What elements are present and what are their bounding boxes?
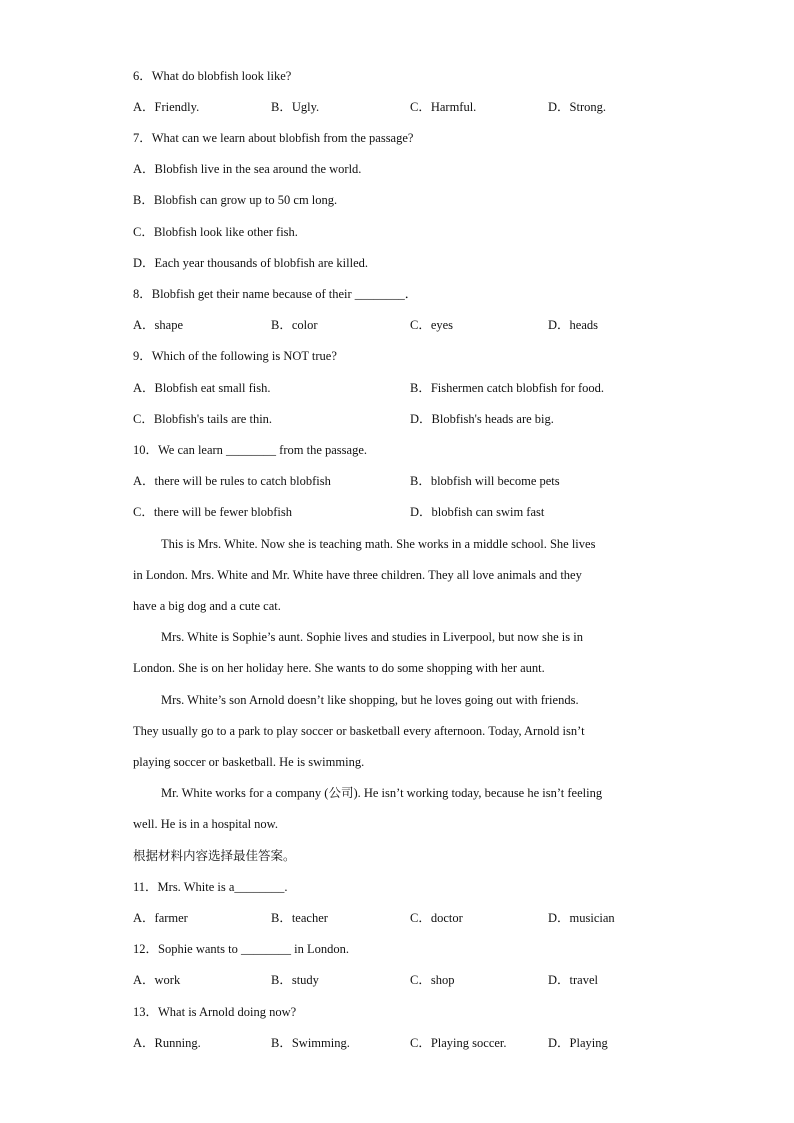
q11-option-a: A．farmer xyxy=(133,911,188,925)
question-6: 6．What do blobfish look like? xyxy=(133,69,292,83)
q12-option-d: D．travel xyxy=(548,973,598,987)
question-12: 12．Sophie wants to ________ in London. xyxy=(133,942,349,956)
passage-p3-line2: They usually go to a park to play soccer or basketball every afternoon. Today, Arnold isn’t xyxy=(133,724,585,738)
q13-option-a: A．Running. xyxy=(133,1036,201,1050)
q10-option-b: B．blobfish will become pets xyxy=(410,474,560,488)
q6-option-c: C．Harmful. xyxy=(410,100,477,114)
q9-option-a: A．Blobfish eat small fish. xyxy=(133,381,271,395)
q13-option-c: C．Playing soccer. xyxy=(410,1036,507,1050)
passage-p1-line1: This is Mrs. White. Now she is teaching math. She works in a middle school. She lives xyxy=(161,537,596,551)
q8-option-d: D．heads xyxy=(548,318,598,332)
q6-option-a: A．Friendly. xyxy=(133,100,200,114)
question-13: 13．What is Arnold doing now? xyxy=(133,1005,297,1019)
passage-p4-line2: well. He is in a hospital now. xyxy=(133,817,279,831)
q11-option-c: C．doctor xyxy=(410,911,463,925)
q6-option-b: B．Ugly. xyxy=(271,100,320,114)
section-instruction: 根据材料内容选择最佳答案。 xyxy=(133,848,296,863)
q10-option-a: A．there will be rules to catch blobfish xyxy=(133,474,331,488)
passage-p3-line1: Mrs. White’s son Arnold doesn’t like shopping, but he loves going out with friends. xyxy=(161,693,579,707)
q10-option-d: D．blobfish can swim fast xyxy=(410,505,545,519)
q9-option-d: D．Blobfish's heads are big. xyxy=(410,412,554,426)
q12-option-c: C．shop xyxy=(410,973,455,987)
passage-p3-line3: playing soccer or basketball. He is swimming. xyxy=(133,755,365,769)
q12-option-b: B．study xyxy=(271,973,319,987)
q11-option-d: D．musician xyxy=(548,911,615,925)
passage-p1-line3: have a big dog and a cute cat. xyxy=(133,599,281,613)
passage-p4-line1: Mr. White works for a company (公司). He isn’t working today, because he isn’t feeling xyxy=(161,786,603,800)
q13-option-b: B．Swimming. xyxy=(271,1036,350,1050)
q8-option-b: B．color xyxy=(271,318,318,332)
q7-option-c: C．Blobfish look like other fish. xyxy=(133,225,298,239)
q7-option-b: B．Blobfish can grow up to 50 cm long. xyxy=(133,193,338,207)
q7-option-d: D．Each year thousands of blobfish are killed. xyxy=(133,256,369,270)
passage-p2-line2: London. She is on her holiday here. She wants to do some shopping with her aunt. xyxy=(133,661,545,675)
q7-option-a: A．Blobfish live in the sea around the world. xyxy=(133,162,362,176)
question-8: 8．Blobfish get their name because of their ________． xyxy=(133,287,418,301)
q10-option-c: C．there will be fewer blobfish xyxy=(133,505,292,519)
question-11: 11．Mrs. White is a________. xyxy=(133,880,288,894)
q11-option-b: B．teacher xyxy=(271,911,328,925)
passage-p1-line2: in London. Mrs. White and Mr. White have three children. They all love animals and they xyxy=(133,568,582,582)
passage-p2-line1: Mrs. White is Sophie’s aunt. Sophie lives and studies in Liverpool, but now she is in xyxy=(161,630,583,644)
question-10: 10．We can learn ________ from the passage. xyxy=(133,443,367,457)
q8-option-c: C．eyes xyxy=(410,318,454,332)
q9-option-b: B．Fishermen catch blobfish for food. xyxy=(410,381,605,395)
question-9: 9．Which of the following is NOT true? xyxy=(133,349,337,363)
q9-option-c: C．Blobfish's tails are thin. xyxy=(133,412,273,426)
question-7: 7．What can we learn about blobfish from the passage? xyxy=(133,131,414,145)
q13-option-d: D．Playing xyxy=(548,1036,608,1050)
q12-option-a: A．work xyxy=(133,973,181,987)
q6-option-d: D．Strong. xyxy=(548,100,606,114)
q8-option-a: A．shape xyxy=(133,318,183,332)
